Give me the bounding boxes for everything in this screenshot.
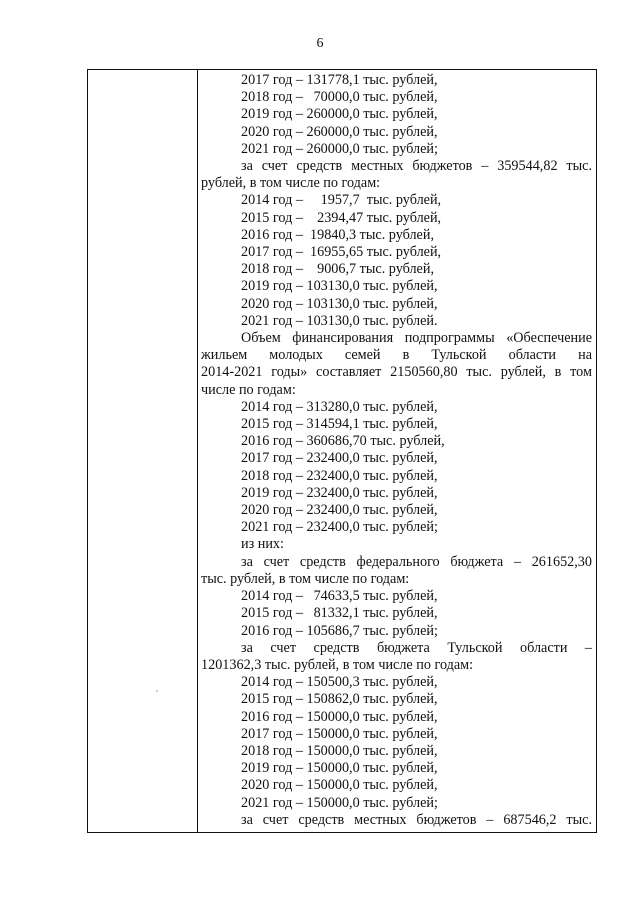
- text-line: тыс. рублей, в том числе по годам:: [201, 570, 410, 587]
- text-line: 2016 год – 19840,3 тыс. рублей,: [241, 226, 434, 243]
- text-line: 2014 год – 313280,0 тыс. рублей,: [241, 398, 438, 415]
- text-line: за счет средств местных бюджетов – 687546,2 тыс.: [241, 811, 592, 828]
- text-line: 2015 год – 314594,1 тыс. рублей,: [241, 416, 438, 433]
- text-line: 2014 год – 150500,3 тыс. рублей,: [241, 674, 438, 691]
- text-line: рублей, в том числе по годам:: [201, 175, 381, 192]
- text-line: 2021 год – 150000,0 тыс. рублей;: [241, 794, 438, 811]
- text-line: жильем молодых семей в Тульской области на: [201, 347, 592, 364]
- column-divider: [197, 70, 198, 832]
- text-line: 2017 год – 232400,0 тыс. рублей,: [241, 450, 438, 467]
- text-line: 2015 год – 2394,47 тыс. рублей,: [241, 209, 442, 226]
- text-line: 2021 год – 103130,0 тыс. рублей.: [241, 312, 438, 329]
- text-line: 2016 год – 360686,70 тыс. рублей,: [241, 433, 445, 450]
- text-line: числе по годам:: [201, 381, 296, 398]
- text-line: 2020 год – 150000,0 тыс. рублей,: [241, 777, 438, 794]
- text-line: 2016 год – 105686,7 тыс. рублей;: [241, 622, 438, 639]
- text-line: 2018 год – 9006,7 тыс. рублей,: [241, 261, 434, 278]
- text-line: 2019 год – 260000,0 тыс. рублей,: [241, 106, 438, 123]
- text-line: 2021 год – 232400,0 тыс. рублей;: [241, 519, 438, 536]
- text-line: 1201362,3 тыс. рублей, в том числе по годам:: [201, 656, 474, 673]
- document-table: [87, 69, 597, 833]
- page-number: 6: [316, 36, 324, 51]
- text-line: 2020 год – 260000,0 тыс. рублей,: [241, 123, 438, 140]
- text-line: 2019 год – 232400,0 тыс. рублей,: [241, 484, 438, 501]
- text-line: за счет средств местных бюджетов – 359544,82 тыс.: [241, 158, 592, 175]
- text-line: 2018 год – 70000,0 тыс. рублей,: [241, 89, 438, 106]
- text-line: 2018 год – 150000,0 тыс. рублей,: [241, 742, 438, 759]
- scan-speck: [156, 690, 158, 692]
- text-line: 2021 год – 260000,0 тыс. рублей;: [241, 140, 438, 157]
- text-line: 2020 год – 103130,0 тыс. рублей,: [241, 295, 438, 312]
- text-line: 2020 год – 232400,0 тыс. рублей,: [241, 502, 438, 519]
- text-line: 2016 год – 150000,0 тыс. рублей,: [241, 708, 438, 725]
- text-line: 2017 год – 150000,0 тыс. рублей,: [241, 725, 438, 742]
- text-line: за счет средств федерального бюджета – 261652,30: [241, 553, 592, 570]
- text-line: за счет средств бюджета Тульской области –: [241, 639, 592, 656]
- text-line: 2014-2021 годы» составляет 2150560,80 тыс. рублей, в том: [201, 364, 592, 381]
- text-line: Объем финансирования подпрограммы «Обеспечение: [241, 330, 592, 347]
- text-line: 2014 год – 1957,7 тыс. рублей,: [241, 192, 442, 209]
- financing-text-cell: [201, 72, 592, 829]
- text-line: 2019 год – 103130,0 тыс. рублей,: [241, 278, 438, 295]
- text-line: 2019 год – 150000,0 тыс. рублей,: [241, 760, 438, 777]
- text-line: 2017 год – 16955,65 тыс. рублей,: [241, 244, 442, 261]
- text-line: 2015 год – 150862,0 тыс. рублей,: [241, 691, 438, 708]
- text-line: 2017 год – 131778,1 тыс. рублей,: [241, 72, 438, 88]
- text-line: 2015 год – 81332,1 тыс. рублей,: [241, 605, 438, 622]
- text-line: 2018 год – 232400,0 тыс. рублей,: [241, 467, 438, 484]
- text-line: из них:: [241, 536, 284, 553]
- text-line: 2014 год – 74633,5 тыс. рублей,: [241, 588, 438, 605]
